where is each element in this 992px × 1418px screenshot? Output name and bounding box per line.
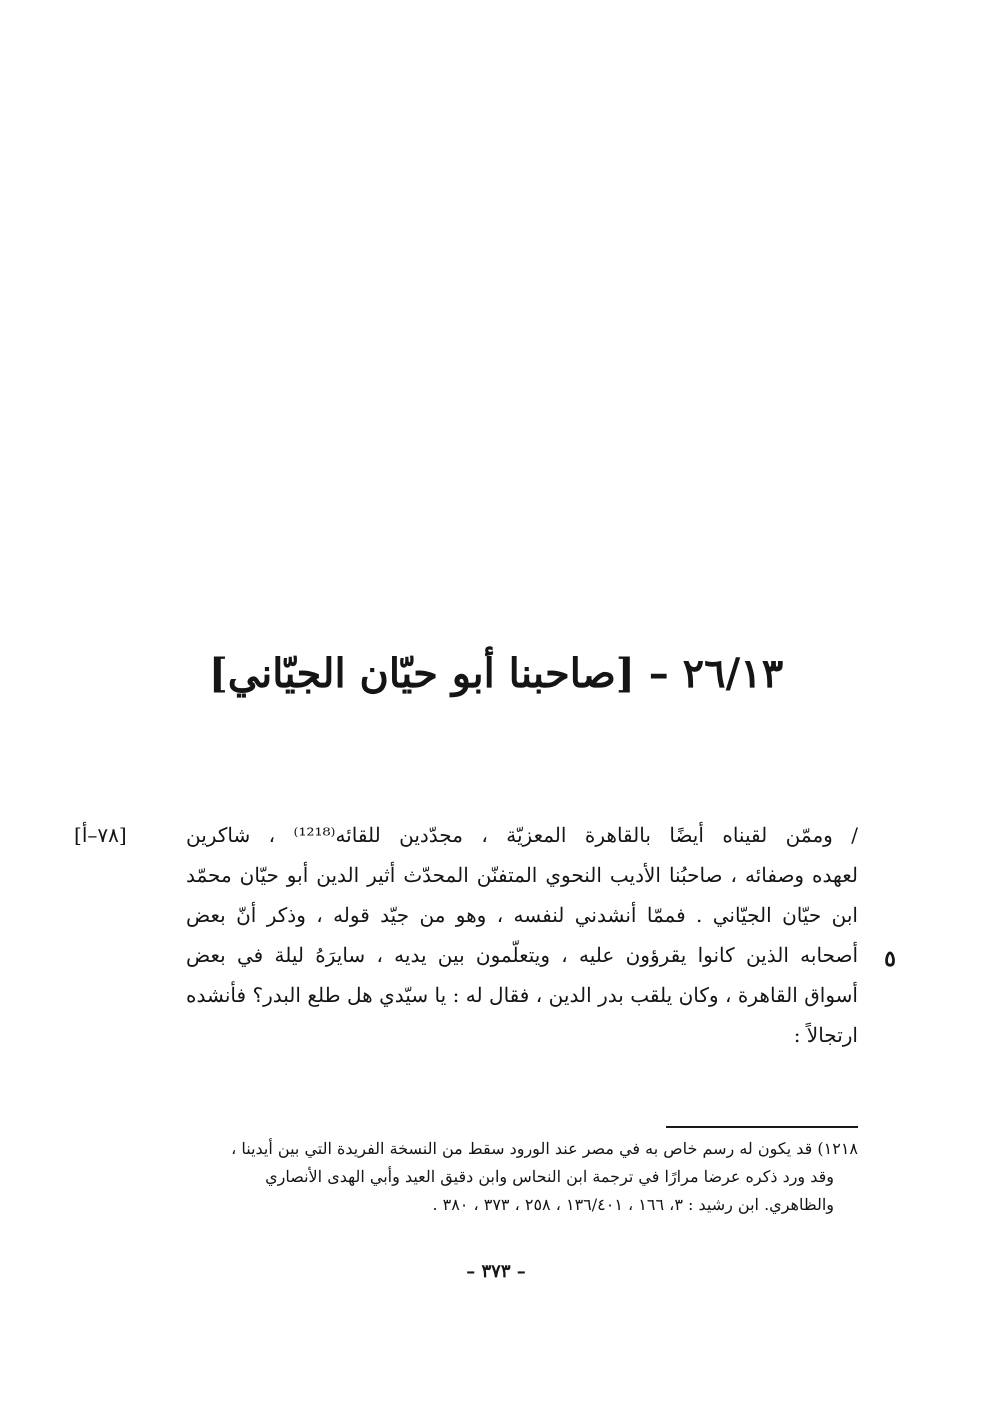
body-line-6: ارتجالاً : (793, 1023, 858, 1047)
footnote-block (186, 1136, 858, 1220)
footnote-line-3: والظاهري. ابن رشيد : ٣، ١٦٦ ، ١٣٦/٤٠١ ، ٢٥٨ ، ٣٧٣ ، ٣٨٠ . (432, 1195, 834, 1214)
margin-folio-reference: [٧٨–أ] (74, 823, 127, 847)
body-line-5: أسواق القاهرة ، وكان يلقب بدر الدين ، فقال له : يا سيّدي هل طلع البدر؟ فأنشده (186, 983, 858, 1007)
body-line-4: أصحابه الذين كانوا يقرؤون عليه ، ويتعلّمون بين يديه ، سايرَهُ ليلة في بعض (186, 943, 858, 967)
page-number: – ٣٧٣ – (466, 1261, 526, 1282)
footnote-line-1: ١٢١٨) قد يكون له رسم خاص به في مصر عند الورود سقط من النسخة الفريدة التي بين أيدينا ، (231, 1139, 858, 1158)
body-line-2: لعهده وصفائه ، صاحبُنا الأديب النحوي المتفنّن المحدّث أثير الدين أبو حيّان محمّد (186, 863, 858, 887)
footnote-divider (666, 1126, 858, 1128)
body-line-3: ابن حيّان الجيّاني . فممّا أنشدني لنفسه ، وهو من جيّد قوله ، وذكر أنّ بعض (186, 903, 858, 927)
body-paragraph (186, 818, 858, 1058)
body-line-1: / وممّن لقيناه أيضًا بالقاهرة المعزيّة ، مجدّدين للقائه⁽¹²¹⁸⁾ ، شاكرين (186, 823, 858, 847)
line-number-marker: ٥ (884, 946, 896, 972)
section-heading: ٢٦/١٣ – [صاحبنا أبو حيّان الجيّاني] (208, 650, 784, 697)
footnote-line-2: وقد ورد ذكره عرضا مرارًا في ترجمة ابن النحاس وابن دقيق العيد وأبي الهدى الأنصاري (265, 1167, 834, 1186)
